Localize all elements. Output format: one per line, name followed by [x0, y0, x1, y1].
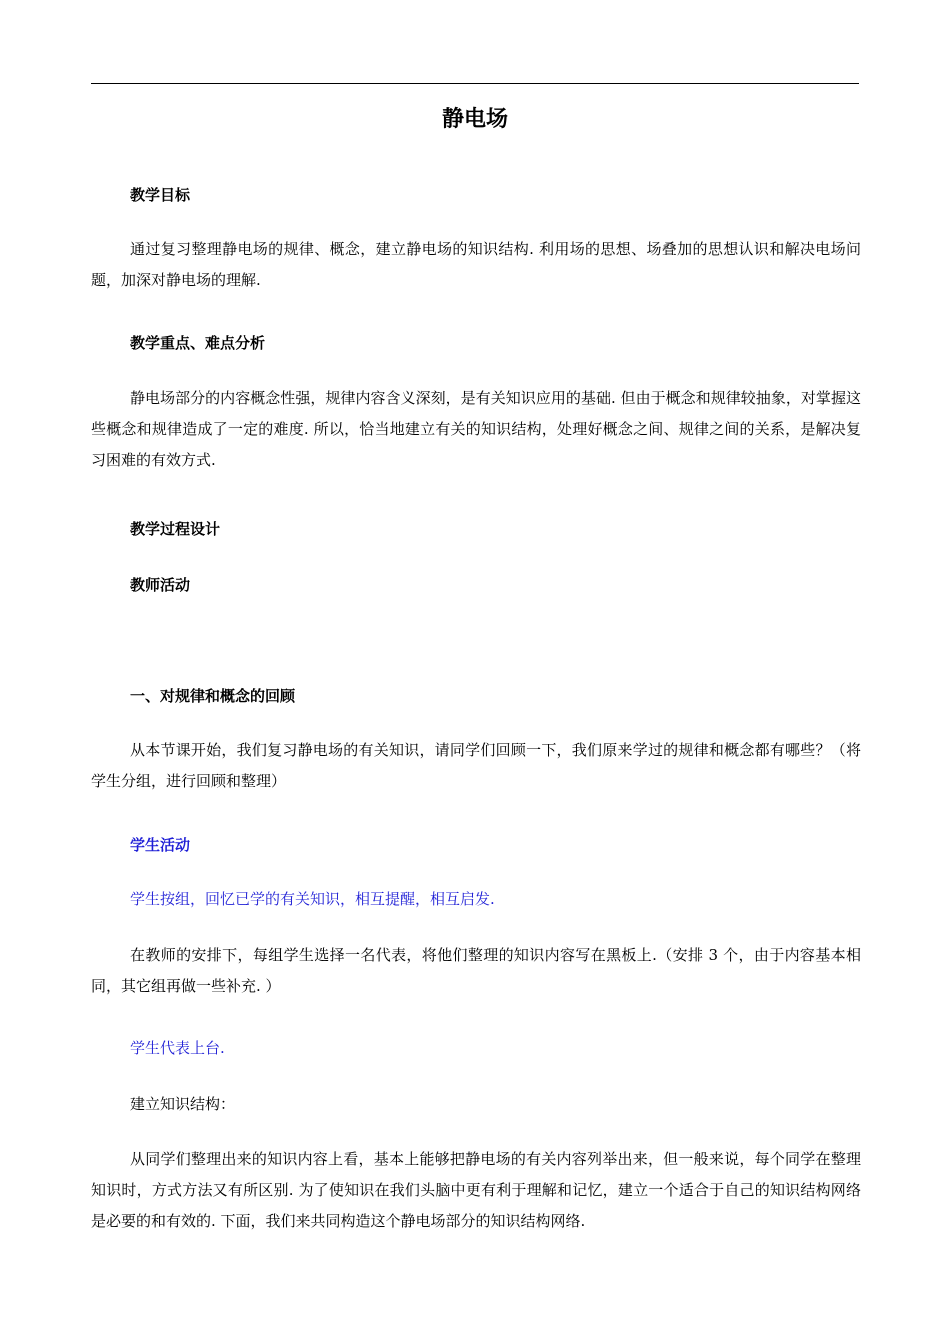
student-activity-paragraph: 学生按组，回忆已学的有关知识，相互提醒，相互启发.: [130, 890, 495, 908]
student-activity-heading: 学生活动: [130, 836, 191, 854]
teacher-activity-heading: 教师活动: [130, 576, 191, 594]
student-rep-paragraph: 学生代表上台.: [130, 1039, 225, 1057]
document-title: 静电场: [441, 107, 508, 132]
build-structure-paragraph: 建立知识结构：: [130, 1095, 236, 1113]
header-rule: [91, 83, 859, 84]
part1-paragraph: 从本节课开始，我们复习静电场的有关知识，请同学们回顾一下，我们原来学过的规律和概念都有哪些？（将学生分组，进行回顾和整理）: [91, 741, 861, 790]
arrange-paragraph: 在教师的安排下，每组学生选择一名代表，将他们整理的知识内容写在黑板上.（安排 3 个，由于内容基本相同，其它组再做一些补充. ）: [91, 946, 861, 995]
final-paragraph: 从同学们整理出来的知识内容上看，基本上能够把静电场的有关内容列举出来，但一般来说，每个同学在整理知识时，方式方法又有所区别. 为了使知识在我们头脑中更有利于理解和记忆，建立一个适合于自己的知识结构网络是必要的和有效的. 下面，我们来共同构造这个静电场部分的知识结构网络.: [91, 1150, 861, 1230]
goal-paragraph: 通过复习整理静电场的规律、概念，建立静电场的知识结构. 利用场的思想、场叠加的思想认识和解决电场问题，加深对静电场的理解.: [91, 240, 861, 289]
part1-heading: 一、对规律和概念的回顾: [130, 687, 296, 705]
goal-heading: 教学目标: [130, 186, 191, 204]
key-points-heading: 教学重点、难点分析: [130, 334, 266, 352]
process-heading: 教学过程设计: [130, 520, 221, 538]
key-points-paragraph: 静电场部分的内容概念性强，规律内容含义深刻，是有关知识应用的基础. 但由于概念和规律较抽象，对掌握这些概念和规律造成了一定的难度. 所以，恰当地建立有关的知识结构，处理好概念之间、规律之间的关系，是解决复习困难的有效方式.: [91, 389, 861, 469]
